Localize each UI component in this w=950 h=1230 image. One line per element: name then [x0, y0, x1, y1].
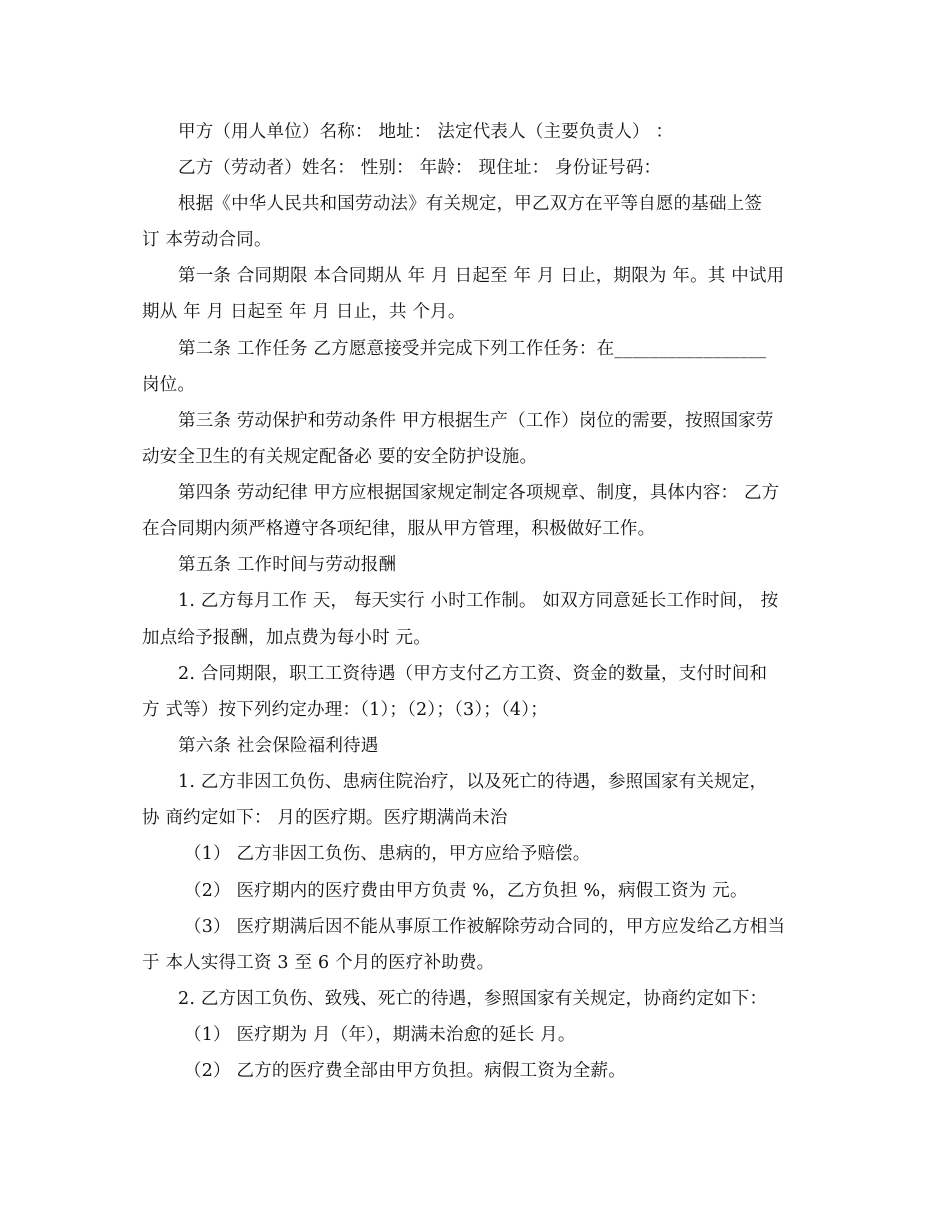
text-line: 订 本劳动合同。	[142, 230, 272, 250]
text-line: 第四条 劳动纪律 甲方应根据国家规定制定各项规章、制度，具体内容： 乙方	[178, 483, 780, 503]
text-line: 乙方（劳动者）姓名： 性别： 年龄： 现住址： 身份证号码：	[178, 158, 662, 178]
text-line: 1. 乙方非因工负伤、患病住院治疗，以及死亡的待遇，参照国家有关规定，	[178, 772, 768, 792]
text-line: 在合同期内须严格遵守各项纪律，服从甲方管理，积极做好工作。	[142, 519, 656, 539]
text-line: 2. 合同期限，职工工资待遇（甲方支付乙方工资、资金的数量，支付时间和	[178, 664, 768, 684]
text-line: 于 本人实得工资 3 至 6 个月的医疗补助费。	[142, 953, 495, 973]
text-line: 动安全卫生的有关规定配备必 要的安全防护设施。	[142, 447, 538, 467]
text-line: （2） 乙方的医疗费全部由甲方负担。病假工资为全薪。	[184, 1061, 626, 1081]
text-line: 期从 年 月 日起至 年 月 日止，共 个月。	[142, 302, 466, 322]
text-line: 加点给予报酬，加点费为每小时 元。	[142, 628, 431, 648]
text-line: 第二条 工作任务 乙方愿意接受并完成下列工作任务：在_________________	[178, 339, 767, 359]
text-line: （1） 医疗期为 月（年），期满未治愈的延长 月。	[184, 1025, 576, 1045]
text-line: 协 商约定如下： 月的医疗期。医疗期满尚未治	[142, 808, 508, 828]
text-line: 第三条 劳动保护和劳动条件 甲方根据生产（工作）岗位的需要，按照国家劳	[178, 411, 774, 431]
text-line: 第一条 合同期限 本合同期从 年 月 日起至 年 月 日止，期限为 年。其 中试用	[178, 266, 785, 286]
text-line: （2） 医疗期内的医疗费由甲方负责 %，乙方负担 %，病假工资为 元。	[184, 881, 748, 901]
text-line: 1. 乙方每月工作 天， 每天实行 小时工作制。 如双方同意延长工作时间， 按	[178, 591, 779, 611]
text-line: 方 式等）按下列约定办理：（1）；（2）；（3）；（4）；	[142, 700, 548, 720]
text-line: 根据《中华人民共和国劳动法》有关规定，甲乙双方在平等自愿的基础上签	[178, 194, 763, 214]
text-line: 第五条 工作时间与劳动报酬	[178, 555, 397, 575]
text-line: 甲方（用人单位）名称： 地址： 法定代表人（主要负责人） ：	[178, 122, 674, 142]
text-line: 岗位。	[142, 375, 196, 395]
text-line: 2. 乙方因工负伤、致残、死亡的待遇，参照国家有关规定，协商约定如下：	[178, 989, 768, 1009]
text-line: （1） 乙方非因工负伤、患病的，甲方应给予赔偿。	[184, 844, 591, 864]
text-line: （3） 医疗期满后因不能从事原工作被解除劳动合同的，甲方应发给乙方相当	[184, 917, 786, 937]
text-line: 第六条 社会保险福利待遇	[178, 736, 379, 756]
